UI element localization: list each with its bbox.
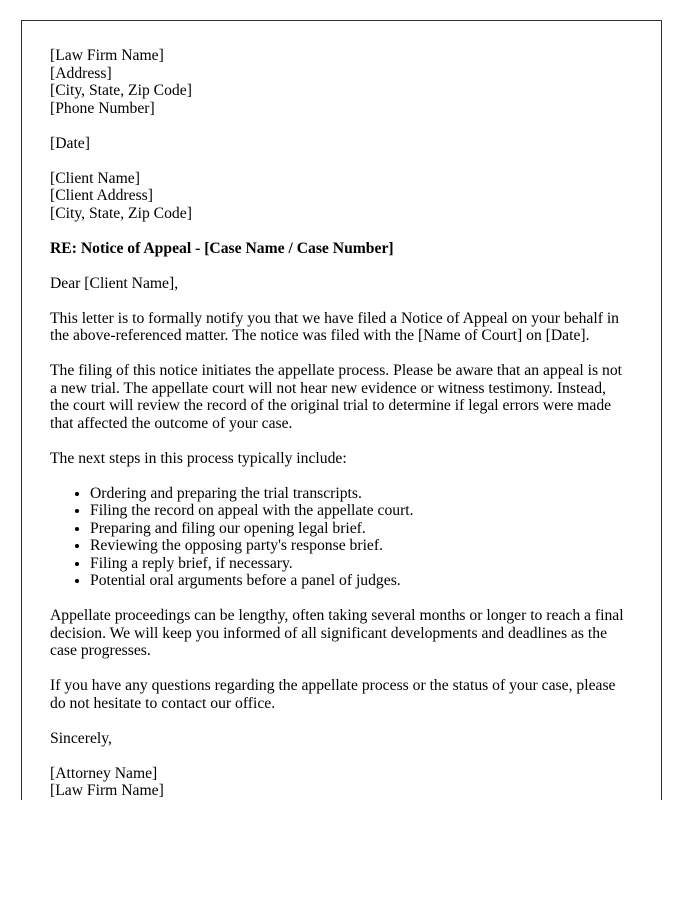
subject-line: RE: Notice of Appeal - [Case Name / Case Number] — [50, 239, 394, 257]
recipient-city-state-zip: [City, State, Zip Code] — [50, 204, 192, 222]
paragraph-process-overview: The filing of this notice initiates the appellate process. Please be aware that an appeal is not a new trial. The appellate court will not hear new evidence or witness testimony. Instead, the court will review the record of the original trial to determine if legal errors were made that affected the outcome of your case. — [50, 362, 622, 432]
next-step-item-reply-brief: • Filing a reply brief, if necessary. — [90, 555, 625, 573]
next-step-item-opening-brief: • Preparing and filing our opening legal brief. — [90, 520, 625, 538]
next-steps-list — [50, 485, 625, 590]
letter-page — [21, 20, 662, 800]
next-step-item-record-on-appeal: • Filing the record on appeal with the appellate court. — [90, 502, 625, 520]
sender-phone-number: [Phone Number] — [50, 99, 155, 117]
signature-law-firm-name: [Law Firm Name] — [50, 782, 164, 799]
next-step-item-response-brief: • Reviewing the opposing party's response brief. — [90, 537, 625, 555]
paragraph-timeline: Appellate proceedings can be lengthy, often taking several months or longer to reach a final decision. We will keep you informed of all significant developments and deadlines as the case progresses. — [50, 607, 624, 659]
sender-address-block — [50, 47, 625, 117]
sender-city-state-zip: [City, State, Zip Code] — [50, 82, 192, 99]
recipient-address-block — [50, 170, 625, 223]
recipient-client-name: [Client Name] — [50, 169, 140, 187]
paragraph-questions: If you have any questions regarding the appellate process or the status of your case, please do not hesitate to contact our office. — [50, 677, 616, 712]
salutation: Dear [Client Name], — [50, 274, 179, 292]
recipient-client-address: [Client Address] — [50, 187, 153, 204]
paragraph-next-steps-intro: The next steps in this process typically include: — [50, 449, 347, 467]
signature-block — [50, 765, 625, 800]
signature-attorney-name: [Attorney Name] — [50, 764, 158, 782]
sender-law-firm-name: [Law Firm Name] — [50, 47, 164, 64]
paragraph-notification: This letter is to formally notify you that we have filed a Notice of Appeal on your behalf in the above-referenced matter. The notice was filed with the [Name of Court] on [Date]. — [50, 309, 619, 344]
sender-address: [Address] — [50, 64, 112, 82]
next-step-item-oral-arguments: • Potential oral arguments before a panel of judges. — [90, 572, 625, 590]
next-step-item-transcripts: • Ordering and preparing the trial transcripts. — [90, 485, 625, 503]
letter-body — [22, 21, 661, 800]
date-line: [Date] — [50, 134, 90, 152]
closing: Sincerely, — [50, 729, 112, 747]
